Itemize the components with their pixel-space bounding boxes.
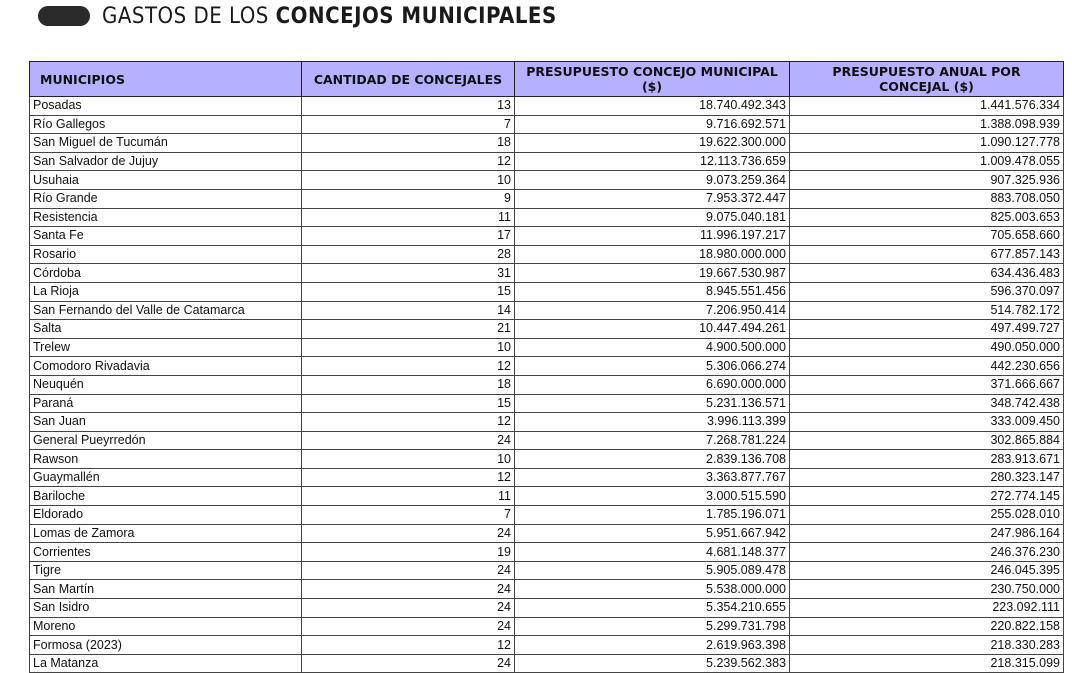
- presupuesto-anual-cell: 1.090.127.778: [790, 134, 1064, 153]
- concejales-cell: 24: [302, 617, 515, 636]
- presupuesto-concejo-cell: 2.839.136.708: [515, 450, 790, 469]
- concejales-cell: 10: [302, 450, 515, 469]
- concejales-cell: 21: [302, 320, 515, 339]
- concejales-cell: 9: [302, 189, 515, 208]
- presupuesto-concejo-cell: 19.667.530.987: [515, 264, 790, 283]
- municipio-cell: Resistencia: [30, 208, 302, 227]
- presupuesto-concejo-cell: 3.996.113.399: [515, 413, 790, 432]
- concejales-cell: 11: [302, 208, 515, 227]
- presupuesto-anual-cell: 272.774.145: [790, 487, 1064, 506]
- presupuesto-concejo-cell: 5.239.562.383: [515, 654, 790, 673]
- municipio-cell: Rosario: [30, 245, 302, 264]
- presupuesto-concejo-cell: 7.953.372.447: [515, 189, 790, 208]
- table-row: [30, 375, 1064, 394]
- table-row: [30, 152, 1064, 171]
- concejales-cell: 24: [302, 580, 515, 599]
- concejales-cell: 7: [302, 115, 515, 134]
- header-presupuesto-anual: PRESUPUESTO ANUAL POR CONCEJAL ($): [790, 62, 1064, 97]
- presupuesto-concejo-cell: 7.206.950.414: [515, 301, 790, 320]
- presupuesto-anual-cell: 280.323.147: [790, 468, 1064, 487]
- table-row: [30, 524, 1064, 543]
- concejales-cell: 11: [302, 487, 515, 506]
- presupuesto-concejo-cell: 12.113.736.659: [515, 152, 790, 171]
- concejales-cell: 24: [302, 431, 515, 450]
- presupuesto-anual-cell: 490.050.000: [790, 338, 1064, 357]
- municipio-cell: Eldorado: [30, 506, 302, 525]
- concejales-cell: 18: [302, 134, 515, 153]
- municipio-cell: La Rioja: [30, 282, 302, 301]
- presupuesto-anual-cell: 883.708.050: [790, 189, 1064, 208]
- table-row: [30, 599, 1064, 618]
- presupuesto-concejo-cell: 5.299.731.798: [515, 617, 790, 636]
- presupuesto-anual-cell: 514.782.172: [790, 301, 1064, 320]
- presupuesto-anual-cell: 907.325.936: [790, 171, 1064, 190]
- concejales-cell: 19: [302, 543, 515, 562]
- municipio-cell: San Isidro: [30, 599, 302, 618]
- municipio-cell: Tigre: [30, 561, 302, 580]
- table-row: [30, 580, 1064, 599]
- presupuesto-anual-cell: 1.009.478.055: [790, 152, 1064, 171]
- concejales-cell: 18: [302, 375, 515, 394]
- municipio-cell: San Martín: [30, 580, 302, 599]
- table-row: [30, 654, 1064, 673]
- presupuesto-anual-cell: 705.658.660: [790, 227, 1064, 246]
- presupuesto-anual-cell: 246.376.230: [790, 543, 1064, 562]
- municipio-cell: San Miguel de Tucumán: [30, 134, 302, 153]
- header-presupuesto-concejo: PRESUPUESTO CONCEJO MUNICIPAL ($): [515, 62, 790, 97]
- table-row: [30, 543, 1064, 562]
- concejales-cell: 12: [302, 468, 515, 487]
- presupuesto-anual-cell: 596.370.097: [790, 282, 1064, 301]
- concejales-cell: 15: [302, 394, 515, 413]
- presupuesto-concejo-cell: 4.900.500.000: [515, 338, 790, 357]
- table-header-row: [30, 62, 1064, 97]
- municipio-cell: Corrientes: [30, 543, 302, 562]
- presupuesto-concejo-cell: 18.980.000.000: [515, 245, 790, 264]
- presupuesto-anual-cell: 246.045.395: [790, 561, 1064, 580]
- concejales-cell: 12: [302, 152, 515, 171]
- municipio-cell: Río Grande: [30, 189, 302, 208]
- presupuesto-concejo-cell: 6.690.000.000: [515, 375, 790, 394]
- presupuesto-anual-cell: 220.822.158: [790, 617, 1064, 636]
- presupuesto-anual-cell: 255.028.010: [790, 506, 1064, 525]
- presupuesto-concejo-cell: 5.354.210.655: [515, 599, 790, 618]
- presupuesto-anual-cell: 218.315.099: [790, 654, 1064, 673]
- municipio-cell: San Fernando del Valle de Catamarca: [30, 301, 302, 320]
- municipio-cell: Posadas: [30, 97, 302, 116]
- table-row: [30, 264, 1064, 283]
- municipio-cell: Córdoba: [30, 264, 302, 283]
- table-row: [30, 134, 1064, 153]
- municipio-cell: Lomas de Zamora: [30, 524, 302, 543]
- municipio-cell: Usuhaia: [30, 171, 302, 190]
- municipio-cell: General Pueyrredón: [30, 431, 302, 450]
- presupuesto-anual-cell: 1.441.576.334: [790, 97, 1064, 116]
- table-row: [30, 115, 1064, 134]
- presupuesto-concejo-cell: 5.538.000.000: [515, 580, 790, 599]
- table-row: [30, 431, 1064, 450]
- presupuesto-anual-cell: 677.857.143: [790, 245, 1064, 264]
- table-row: [30, 208, 1064, 227]
- presupuesto-anual-cell: 371.666.667: [790, 375, 1064, 394]
- municipio-cell: Formosa (2023): [30, 636, 302, 655]
- concejales-cell: 31: [302, 264, 515, 283]
- concejales-cell: 24: [302, 654, 515, 673]
- municipio-cell: Bariloche: [30, 487, 302, 506]
- presupuesto-concejo-cell: 9.075.040.181: [515, 208, 790, 227]
- table-row: [30, 227, 1064, 246]
- pill-icon: [38, 6, 90, 26]
- concejales-cell: 10: [302, 338, 515, 357]
- concejales-cell: 10: [302, 171, 515, 190]
- presupuesto-anual-cell: 283.913.671: [790, 450, 1064, 469]
- concejales-cell: 14: [302, 301, 515, 320]
- municipio-cell: San Juan: [30, 413, 302, 432]
- concejales-cell: 24: [302, 524, 515, 543]
- municipio-cell: Salta: [30, 320, 302, 339]
- table-row: [30, 189, 1064, 208]
- concejales-cell: 24: [302, 599, 515, 618]
- title-light: GASTOS DE LOS: [102, 3, 276, 29]
- table-body: [30, 97, 1064, 673]
- table-row: [30, 97, 1064, 116]
- municipio-cell: Santa Fe: [30, 227, 302, 246]
- municipio-cell: Comodoro Rivadavia: [30, 357, 302, 376]
- table-row: [30, 487, 1064, 506]
- municipio-cell: Neuquén: [30, 375, 302, 394]
- concejales-cell: 12: [302, 357, 515, 376]
- presupuesto-anual-cell: 825.003.653: [790, 208, 1064, 227]
- concejales-cell: 24: [302, 561, 515, 580]
- presupuesto-concejo-cell: 10.447.494.261: [515, 320, 790, 339]
- presupuesto-anual-cell: 333.009.450: [790, 413, 1064, 432]
- concejales-cell: 28: [302, 245, 515, 264]
- municipio-cell: Guaymallén: [30, 468, 302, 487]
- municipio-cell: La Matanza: [30, 654, 302, 673]
- header-cantidad: CANTIDAD DE CONCEJALES: [302, 62, 515, 97]
- table-row: [30, 561, 1064, 580]
- presupuesto-concejo-cell: 1.785.196.071: [515, 506, 790, 525]
- table-row: [30, 394, 1064, 413]
- municipio-cell: Moreno: [30, 617, 302, 636]
- table-row: [30, 413, 1064, 432]
- header-municipios: MUNICIPIOS: [30, 62, 302, 97]
- municipio-cell: Río Gallegos: [30, 115, 302, 134]
- table-row: [30, 357, 1064, 376]
- municipio-cell: San Salvador de Jujuy: [30, 152, 302, 171]
- table-row: [30, 320, 1064, 339]
- concejales-cell: 17: [302, 227, 515, 246]
- presupuesto-anual-cell: 442.230.656: [790, 357, 1064, 376]
- presupuesto-anual-cell: 230.750.000: [790, 580, 1064, 599]
- municipio-cell: Trelew: [30, 338, 302, 357]
- presupuesto-concejo-cell: 11.996.197.217: [515, 227, 790, 246]
- table-row: [30, 506, 1064, 525]
- presupuesto-anual-cell: 348.742.438: [790, 394, 1064, 413]
- presupuesto-anual-cell: 218.330.283: [790, 636, 1064, 655]
- presupuesto-anual-cell: 247.986.164: [790, 524, 1064, 543]
- table-row: [30, 338, 1064, 357]
- concejales-cell: 13: [302, 97, 515, 116]
- municipio-cell: Rawson: [30, 450, 302, 469]
- presupuesto-concejo-cell: 9.073.259.364: [515, 171, 790, 190]
- concejales-cell: 7: [302, 506, 515, 525]
- table-row: [30, 282, 1064, 301]
- concejales-cell: 12: [302, 636, 515, 655]
- presupuesto-anual-cell: 1.388.098.939: [790, 115, 1064, 134]
- data-table: [29, 61, 1064, 673]
- presupuesto-concejo-cell: 3.363.877.767: [515, 468, 790, 487]
- presupuesto-anual-cell: 634.436.483: [790, 264, 1064, 283]
- table-row: [30, 617, 1064, 636]
- presupuesto-concejo-cell: 7.268.781.224: [515, 431, 790, 450]
- presupuesto-concejo-cell: 5.905.089.478: [515, 561, 790, 580]
- presupuesto-concejo-cell: 8.945.551.456: [515, 282, 790, 301]
- presupuesto-anual-cell: 302.865.884: [790, 431, 1064, 450]
- presupuesto-anual-cell: 223.092.111: [790, 599, 1064, 618]
- table-row: [30, 450, 1064, 469]
- page-title: [102, 4, 557, 29]
- presupuesto-anual-cell: 497.499.727: [790, 320, 1064, 339]
- table-row: [30, 245, 1064, 264]
- presupuesto-concejo-cell: 4.681.148.377: [515, 543, 790, 562]
- presupuesto-concejo-cell: 2.619.963.398: [515, 636, 790, 655]
- presupuesto-concejo-cell: 5.231.136.571: [515, 394, 790, 413]
- page-header: [38, 2, 557, 30]
- presupuesto-concejo-cell: 19.622.300.000: [515, 134, 790, 153]
- table-row: [30, 171, 1064, 190]
- presupuesto-concejo-cell: 5.306.066.274: [515, 357, 790, 376]
- title-bold: CONCEJOS MUNICIPALES: [275, 3, 557, 29]
- concejales-cell: 15: [302, 282, 515, 301]
- presupuesto-concejo-cell: 18.740.492.343: [515, 97, 790, 116]
- table-row: [30, 468, 1064, 487]
- presupuesto-concejo-cell: 9.716.692.571: [515, 115, 790, 134]
- concejales-cell: 12: [302, 413, 515, 432]
- table-row: [30, 301, 1064, 320]
- municipio-cell: Paraná: [30, 394, 302, 413]
- presupuesto-concejo-cell: 3.000.515.590: [515, 487, 790, 506]
- presupuesto-concejo-cell: 5.951.667.942: [515, 524, 790, 543]
